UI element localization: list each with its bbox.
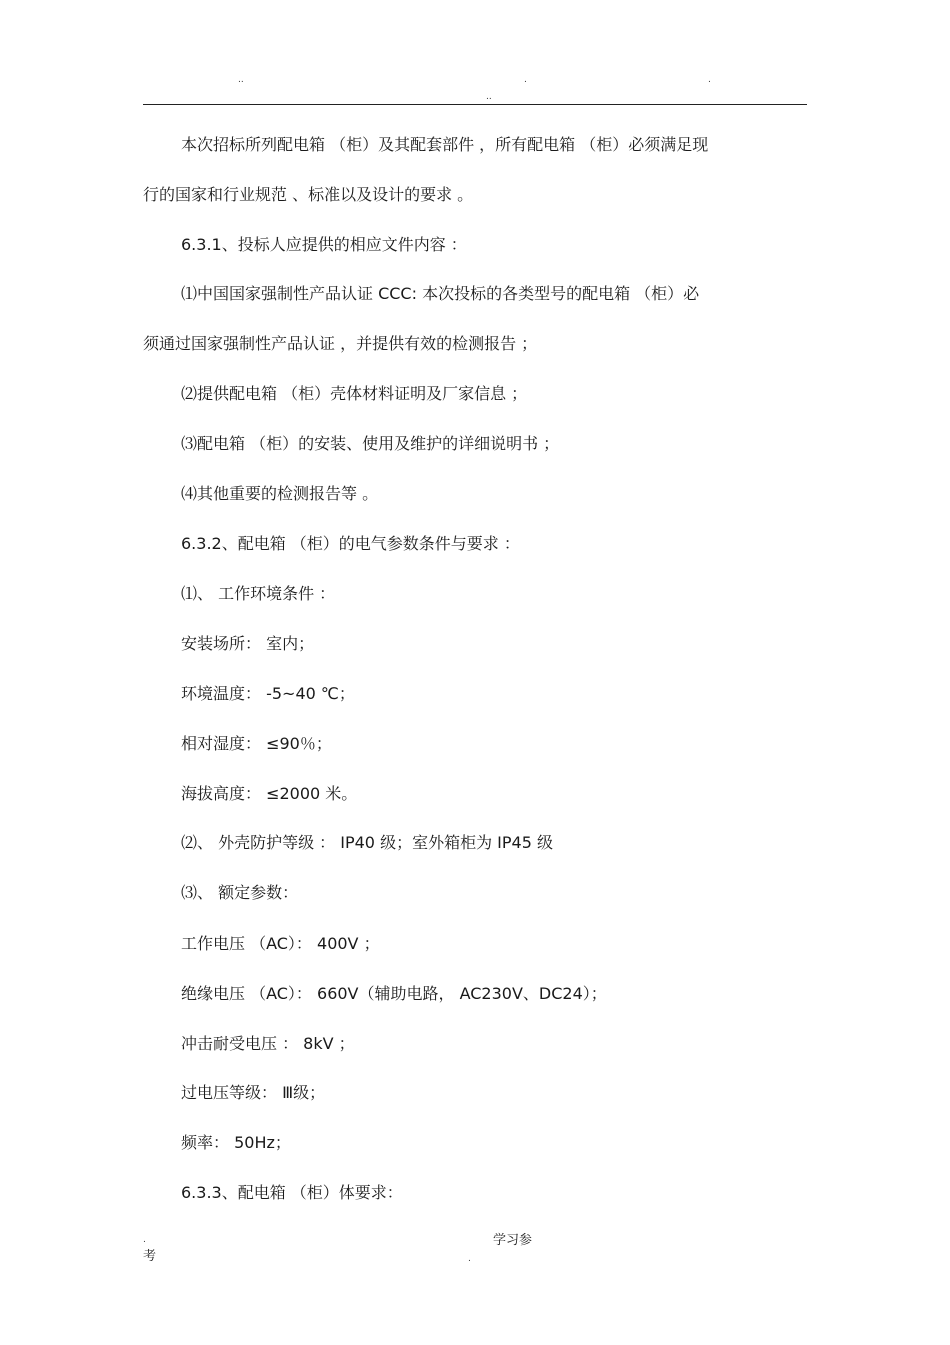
spec-line: 安装场所： 室内； bbox=[181, 634, 315, 653]
section-heading: 6.3.3、配电箱 （柜）体要求： bbox=[181, 1183, 403, 1202]
paragraph-line: 须通过国家强制性产品认证 ，并提供有效的检测报告 ； bbox=[143, 334, 538, 353]
spec-line: 海拔高度： ≤2000 米。 bbox=[181, 784, 358, 803]
header-mark: .. bbox=[238, 75, 244, 85]
spec-line: 绝缘电压 （AC）： 660V（辅助电路， AC230V、DC24）； bbox=[181, 984, 607, 1003]
list-item: ⑶、 额定参数： bbox=[181, 883, 299, 902]
list-item: ⑶配电箱 （柜）的安装、使用及维护的详细说明书 ； bbox=[181, 434, 560, 453]
spec-line: 频率： 50Hz； bbox=[181, 1133, 291, 1152]
header-mark: . bbox=[524, 75, 527, 85]
footer-text: 考 bbox=[143, 1249, 157, 1264]
spec-line: 相对湿度： ≤90％； bbox=[181, 734, 332, 753]
list-item: ⑷其他重要的检测报告等 。 bbox=[181, 484, 379, 503]
list-item: ⑴、 工作环境条件 ： bbox=[181, 584, 336, 603]
spec-line: 环境温度： -5~40 ℃； bbox=[181, 684, 355, 703]
footer-dot: . bbox=[143, 1235, 146, 1245]
spec-line: 冲击耐受电压 ： 8kV ； bbox=[181, 1034, 355, 1053]
paragraph-line: 行的国家和行业规范 、标准以及设计的要求 。 bbox=[143, 185, 474, 204]
list-item: ⑵提供配电箱 （柜）壳体材料证明及厂家信息 ； bbox=[181, 384, 528, 403]
list-item: ⑵、 外壳防护等级 ： IP40 级；室外箱柜为 IP45 级 bbox=[181, 833, 553, 852]
footer-dot: . bbox=[468, 1254, 471, 1264]
section-heading: 6.3.2、配电箱 （柜）的电气参数条件与要求 ： bbox=[181, 534, 520, 553]
header-mark: .. bbox=[486, 92, 492, 102]
spec-line: 工作电压 （AC）： 400V ； bbox=[181, 934, 380, 953]
footer-text: 学习参 bbox=[493, 1233, 533, 1248]
paragraph-line: 本次招标所列配电箱 （柜）及其配套部件 ，所有配电箱 （柜）必须满足现 bbox=[181, 135, 709, 154]
paragraph-line: ⑴中国国家强制性产品认证 CCC: 本次投标的各类型号的配电箱 （柜）必 bbox=[181, 284, 700, 303]
section-heading: 6.3.1、投标人应提供的相应文件内容 ： bbox=[181, 235, 467, 254]
spec-line: 过电压等级： Ⅲ级； bbox=[181, 1083, 326, 1102]
header-mark: . bbox=[708, 75, 711, 85]
header-rule bbox=[143, 104, 807, 105]
